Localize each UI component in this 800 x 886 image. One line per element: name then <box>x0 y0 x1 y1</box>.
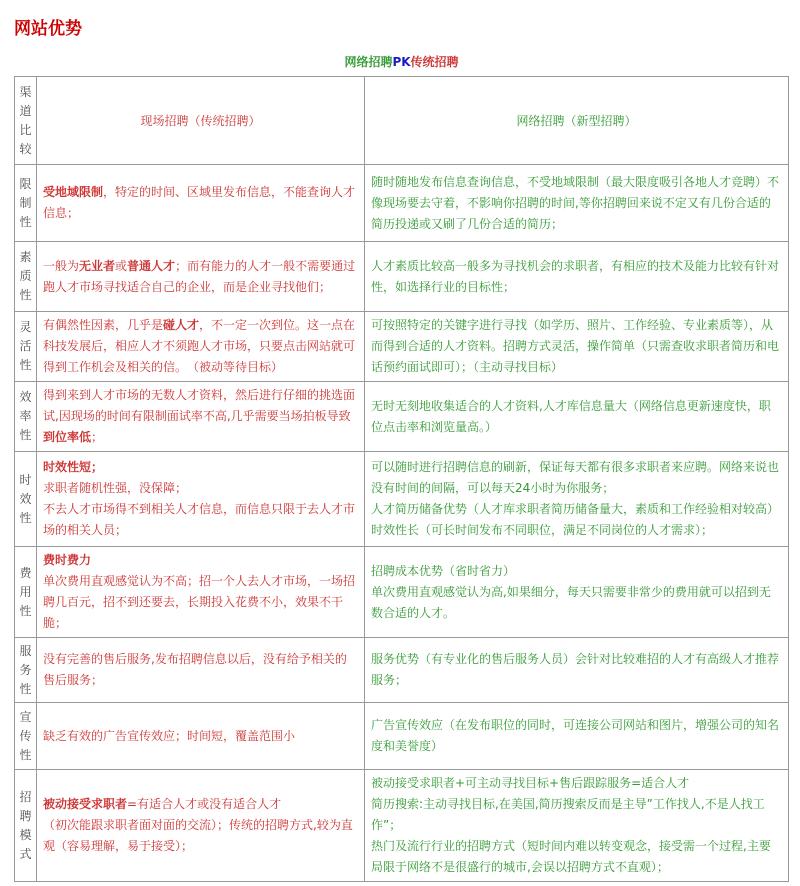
row-label: 宣 传 性 <box>15 703 37 770</box>
table-row-publicity <box>15 703 789 770</box>
traditional-cell: 缺乏有效的广告宣传效应；时间短，覆盖范围小 <box>37 703 365 770</box>
header-row <box>15 77 789 165</box>
online-cell: 人才素质比较高一般多为寻找机会的求职者，有相应的技术及能力比较有针对性，如选择行业的目标性； <box>365 242 789 312</box>
page-title: 网站优势 <box>14 19 82 39</box>
traditional-cell: 时效性短； 求职者随机性强，没保障； 不去人才市场得不到相关人才信息，而信息只限于去人才市场的相关人员； <box>37 452 365 547</box>
row-label: 服 务 性 <box>15 638 37 703</box>
table-row-quality <box>15 242 789 312</box>
table-row-restriction <box>15 165 789 242</box>
col-header-channel: 渠 道 比 较 <box>15 77 37 165</box>
row-label: 素 质 性 <box>15 242 37 312</box>
comparison-table <box>14 76 789 882</box>
online-cell: 无时无刻地收集适合的人才资料,人才库信息量大（网络信息更新速度快，职位点击率和浏览量高。） <box>365 382 789 452</box>
online-cell: 随时随地发布信息查询信息，不受地域限制（最大限度吸引各地人才竞聘）不像现场要去守着，不影响你招聘的时间,等你招聘回来说不定又有几份合适的简历投递或又刷了几份合适的简历； <box>365 165 789 242</box>
online-cell: 广告宣传效应（在发布职位的同时，可连接公司网站和图片，增强公司的知名度和美誉度） <box>365 703 789 770</box>
table-row-flexibility <box>15 312 789 382</box>
row-label: 费 用 性 <box>15 547 37 638</box>
traditional-cell: 得到来到人才市场的无数人才资料，然后进行仔细的挑选面试,因现场的时间有限制面试率不高,几乎需要当场拍板导致到位率低； <box>37 382 365 452</box>
online-cell: 可以随时进行招聘信息的刷新，保证每天都有很多求职者来应聘。网络来说也没有时间的间隔，可以每天24小时为你服务； 人才简历储备优势（人才库求职者简历储备量大，素质和工作经验相对较高）时效性长（可长时间发布不同职位，满足不同岗位的人才需求）； <box>365 452 789 547</box>
traditional-cell: 被动接受求职者=有适合人才或没有适合人才 （初次能跟求职者面对面的交流）；传统的招聘方式,较为直观（容易理解，易于接受）； <box>37 770 365 882</box>
online-cell: 被动接受求职者+可主动寻找目标+售后跟踪服务=适合人才 简历搜索:主动寻找目标,在美国,简历搜索反而是主导”工作找人,不是人找工作”； 热门及流行行业的招聘方式（短时间内难以转变观念，接受需一个过程,主要局限于网络不是很盛行的城市,会误以招聘方式不直观）； <box>365 770 789 882</box>
row-label: 灵 活 性 <box>15 312 37 382</box>
row-label: 招 聘 模 式 <box>15 770 37 882</box>
online-cell: 可按照特定的关键字进行寻找（如学历、照片、工作经验、专业素质等），从而得到合适的人才资料。招聘方式灵活，操作简单（只需查收求职者简历和电话预约面试即可）；（主动寻找目标） <box>365 312 789 382</box>
table-caption: 网络招聘PK传统招聘 <box>344 55 459 69</box>
table-row-efficiency <box>15 382 789 452</box>
online-cell: 服务优势（有专业化的售后服务人员）会针对比较难招的人才有高级人才推荐服务； <box>365 638 789 703</box>
col-header-online: 网络招聘（新型招聘） <box>365 77 789 165</box>
col-header-traditional: 现场招聘（传统招聘） <box>37 77 365 165</box>
table-row-timeliness <box>15 452 789 547</box>
row-label: 时 效 性 <box>15 452 37 547</box>
table-row-service <box>15 638 789 703</box>
traditional-cell: 费时费力 单次费用直观感觉认为不高；招一个人去人才市场，一场招聘几百元，招不到还要去，长期投入花费不小，效果不干脆； <box>37 547 365 638</box>
traditional-cell: 有偶然性因素，几乎是碰人才，不一定一次到位。这一点在科技发展后，相应人才不须跑人才市场，只要点击网站就可得到工作机会及相关的信。 （被动等待目标） <box>37 312 365 382</box>
row-label: 限 制 性 <box>15 165 37 242</box>
table-row-cost <box>15 547 789 638</box>
row-label: 效 率 性 <box>15 382 37 452</box>
traditional-cell: 受地域限制，特定的时间、区域里发布信息，不能查询人才信息； <box>37 165 365 242</box>
online-cell: 招聘成本优势（省时省力） 单次费用直观感觉认为高,如果细分，每天只需要非常少的费用就可以招到无数合适的人才。 <box>365 547 789 638</box>
traditional-cell: 一般为无业者或普通人才；而有能力的人才一般不需要通过跑人才市场寻找适合自己的企业，而是企业寻找他们； <box>37 242 365 312</box>
traditional-cell: 没有完善的售后服务,发布招聘信息以后，没有给予相关的售后服务； <box>37 638 365 703</box>
table-row-recruit-mode <box>15 770 789 882</box>
